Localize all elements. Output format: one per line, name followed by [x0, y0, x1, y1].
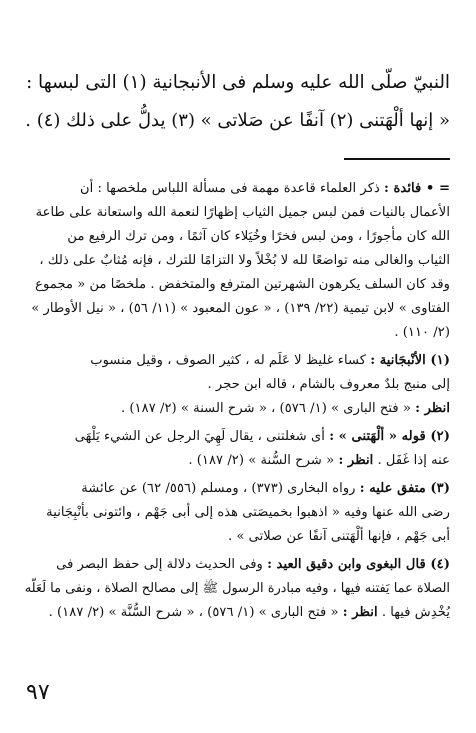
n1-refs: « فتح البارى » (١/ ٥٧٦) ، « شرح السنة » (٢/ ١٨٧) . [121, 401, 411, 416]
n3-line-2: رضى الله عنها وفيه « اذهبوا بخميصَتى هذه إلى أبى جَهْم ، وائتونى بأنْبِجَانية [46, 505, 450, 520]
main-text-line-2: « إنها ألْهَتنى (٢) آنفًا عن صَلاتى » (٣) يدلُّ على ذلك (٤) . [25, 110, 450, 131]
n4-line-3 [24, 605, 450, 620]
footnote-separator [344, 158, 450, 160]
n3-line-1 [24, 481, 450, 496]
fa-line-7: (٢/ ١١٠) . [394, 325, 450, 340]
main-text-line-1: النبيّ صلّى الله عليه وسلم فى الأنبجانية (١) التى لبسها : [26, 72, 450, 93]
n3-lead: (٣) متفق عليه : [359, 481, 450, 496]
n4-refs: « فتح البارى » (١/ ٥٧٦) ، « شرح السُّنَّة » (٢/ ١٨٧) . [48, 605, 339, 620]
n4-text-3: يُخْدِش فيها . [381, 605, 450, 620]
n2-lead: (٢) قوله « ألْهَتنى » : [329, 429, 450, 444]
fa-line-1 [24, 181, 450, 196]
fa-lead: = • فائدة : [384, 181, 450, 196]
n4-text: وفى الحديث دلالة إلى حفظ البصر فى [56, 557, 263, 572]
fa-line-3: الله كان مأجورًا ، ومن لبس فخرًا وخُيَلاء كان آثمًا ، ومن ترك الرفيع من [67, 229, 450, 244]
n3-text: رواه البخارى (٣٧٣) ، ومسلم (٥٥٦/ ٦٢) عن عائشة [81, 481, 356, 496]
n4-line-2: الصلاة عما يَفتنه فيها ، وفيه مبادرة الرسول ﷺ إلى مصالح الصلاة ، ونفى ما لَعَلّه [24, 581, 450, 596]
n2-line-2 [24, 453, 450, 468]
fa-line-6: الفتاوى » لابن تيمية (٢٢/ ١٣٩) ، « عون المعبود » (١١/ ٥٦) ، « نيل الأوطار » [31, 301, 450, 316]
n1-line-1 [24, 353, 450, 368]
n2-line-1 [24, 429, 450, 444]
fa-line-5: وقد كان السلف يكرهون الشهرتين المترفع والمتخفض . ملخصًا من « مجموع [35, 277, 450, 292]
n3-line-3: أبى جَهْم ، فإنها ألْهَتنى آنفًا عن صلاتى » . [227, 529, 450, 544]
n4-lead: (٤) قال البغوى وابن دقيق العيد : [267, 557, 450, 572]
fa-line-4: الثياب والغالى منه تواضعًا لله لا بُخْلاً ولا التزامًا للترك ، فإنه مُثابٌ على ذلك ، [39, 253, 450, 268]
n1-text: كساء غليظ لا عَلَم له ، كثير الصوف ، وقيل منسوب [90, 353, 367, 368]
n1-line-3 [24, 401, 450, 416]
fa-line-2: الأعمال بالنيات فمن لبس جميل الثياب إظهارًا لنعمة الله واستعانة على طاعة [35, 205, 450, 220]
page-number: ٩٧ [26, 680, 50, 705]
n1-see: انظر : [415, 401, 450, 416]
n1-line-2: إلى منبج بلدٌ معروف بالشام ، قاله ابن حجر . [207, 377, 450, 392]
n1-lead: (١) الأنْبجَانية : [370, 353, 450, 368]
n2-text: أى شغلتنى ، يقال لَهِيَ الرجل عن الشيء يَلْهَى [74, 429, 325, 444]
n2-refs: « شرح السُّنة » (٢/ ١٨٧) . [188, 453, 335, 468]
n2-see: انظر : [338, 453, 374, 468]
n4-line-1 [24, 557, 450, 572]
n4-see: انظر : [342, 605, 378, 620]
n2-text-2: عنه إذا غَفَل . [377, 453, 450, 468]
fa-text: ذكر العلماء قاعدة مهمة فى مسألة اللباس ملخصها : أن [79, 181, 380, 196]
